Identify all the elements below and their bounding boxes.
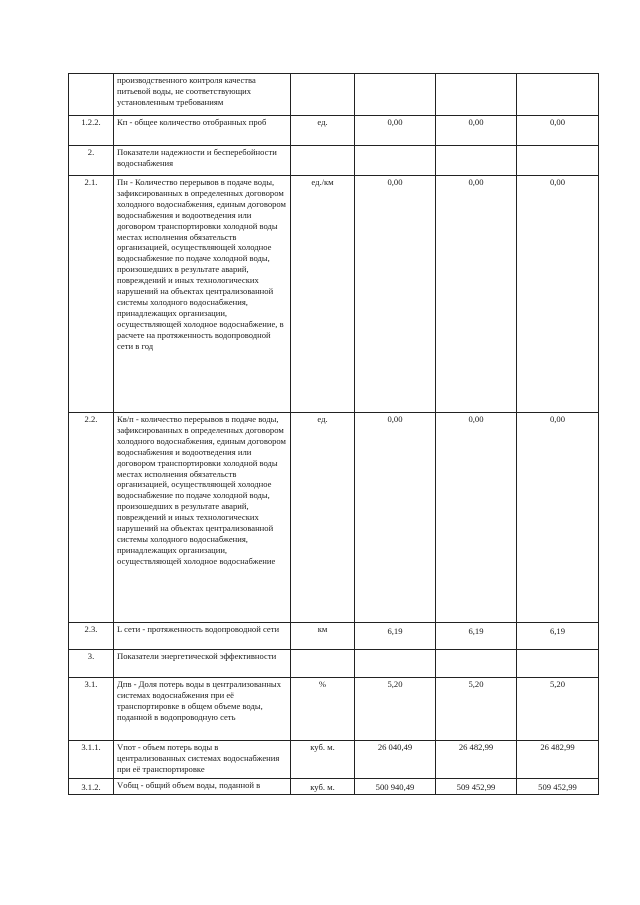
indicators-table xyxy=(68,73,599,795)
row-value-3 xyxy=(517,74,599,116)
row-value-2: 0,00 xyxy=(436,176,517,413)
row-value-2: 0,00 xyxy=(436,413,517,623)
row-value-1 xyxy=(355,146,436,176)
table-row xyxy=(69,623,599,650)
row-value-1 xyxy=(355,74,436,116)
row-value-3 xyxy=(517,146,599,176)
row-number: 2.2. xyxy=(69,413,114,623)
row-description: производственного контроля качества питьевой воды, не соответствующих установленным требованиям xyxy=(114,74,291,116)
row-number: 3.1.2. xyxy=(69,779,114,795)
row-value-3: 0,00 xyxy=(517,176,599,413)
row-number: 3.1. xyxy=(69,678,114,741)
row-unit xyxy=(291,74,355,116)
row-value-3: 0,00 xyxy=(517,413,599,623)
row-unit: ед./км xyxy=(291,176,355,413)
row-value-3: 509 452,99 xyxy=(517,779,599,795)
row-value-2: 5,20 xyxy=(436,678,517,741)
table-row xyxy=(69,176,599,413)
row-value-1: 0,00 xyxy=(355,413,436,623)
row-value-2: 509 452,99 xyxy=(436,779,517,795)
section-row xyxy=(69,146,599,176)
row-unit xyxy=(291,650,355,678)
row-description: Vпот - объем потерь воды в централизованных системах водоснабжения при её транспортировке xyxy=(114,741,291,779)
row-value-2: 26 482,99 xyxy=(436,741,517,779)
row-unit: куб. м. xyxy=(291,779,355,795)
row-unit: ед. xyxy=(291,116,355,146)
row-value-3: 0,00 xyxy=(517,116,599,146)
table-row xyxy=(69,741,599,779)
table-row xyxy=(69,74,599,116)
row-number: 3.1.1. xyxy=(69,741,114,779)
row-number xyxy=(69,74,114,116)
row-value-1 xyxy=(355,650,436,678)
row-number: 2. xyxy=(69,146,114,176)
row-unit: куб. м. xyxy=(291,741,355,779)
table-row xyxy=(69,413,599,623)
row-value-1: 5,20 xyxy=(355,678,436,741)
row-value-3: 26 482,99 xyxy=(517,741,599,779)
row-number: 3. xyxy=(69,650,114,678)
row-number: 1.2.2. xyxy=(69,116,114,146)
row-value-1: 0,00 xyxy=(355,176,436,413)
row-description: Показатели энергетической эффективности xyxy=(114,650,291,678)
row-description: Кп - общее количество отобранных проб xyxy=(114,116,291,146)
row-value-1: 0,00 xyxy=(355,116,436,146)
table-row xyxy=(69,116,599,146)
row-value-2 xyxy=(436,650,517,678)
row-description: Показатели надежности и бесперебойности водоснабжения xyxy=(114,146,291,176)
row-unit: % xyxy=(291,678,355,741)
row-value-3: 5,20 xyxy=(517,678,599,741)
row-description: Пн - Количество перерывов в подаче воды, зафиксированных в определенных договором холодного водоснабжения, единым договором водоснабжения и водоотведения или договором транспортировки холодной воды местах исполнения обязательств организацией, осуществляющей холодное водоснабжение по подаче холодной воды, произошедших в результате аварий, повреждений и иных технологических нарушений на объектах централизованной системы холодного водоснабжения, принадлежащих организации, осуществляющей холодное водоснабжение, в расчете на протяженность водопроводной сети в год xyxy=(114,176,291,413)
table-row xyxy=(69,779,599,795)
row-value-2 xyxy=(436,146,517,176)
row-value-1: 6,19 xyxy=(355,623,436,650)
row-description: Дпв - Доля потерь воды в централизованных системах водоснабжения при её транспортировке в общем объеме воды, поданной в водопроводную сеть xyxy=(114,678,291,741)
row-unit: км xyxy=(291,623,355,650)
row-description: Vобщ - общий объем воды, поданной в xyxy=(114,779,291,795)
table-row xyxy=(69,678,599,741)
row-value-3 xyxy=(517,650,599,678)
row-value-1: 26 040,49 xyxy=(355,741,436,779)
row-description: Кв/п - количество перерывов в подаче воды, зафиксированных в определенных договором холодного водоснабжения, единым договором водоснабжения и водоотведения или договором транспортировки холодной воды местах исполнения обязательств организацией, осуществляющей холодное водоснабжение по подаче холодной воды, произошедших в результате аварий, повреждений и иных технологических нарушений на объектах централизованной системы холодного водоснабжения, принадлежащих организации, осуществляющей холодное водоснабжение xyxy=(114,413,291,623)
row-value-2: 0,00 xyxy=(436,116,517,146)
row-number: 2.1. xyxy=(69,176,114,413)
row-value-1: 500 940,49 xyxy=(355,779,436,795)
row-description: L сети - протяженность водопроводной сети xyxy=(114,623,291,650)
section-row xyxy=(69,650,599,678)
row-unit: ед. xyxy=(291,413,355,623)
row-number: 2.3. xyxy=(69,623,114,650)
row-value-3: 6,19 xyxy=(517,623,599,650)
row-unit xyxy=(291,146,355,176)
row-value-2: 6,19 xyxy=(436,623,517,650)
row-value-2 xyxy=(436,74,517,116)
